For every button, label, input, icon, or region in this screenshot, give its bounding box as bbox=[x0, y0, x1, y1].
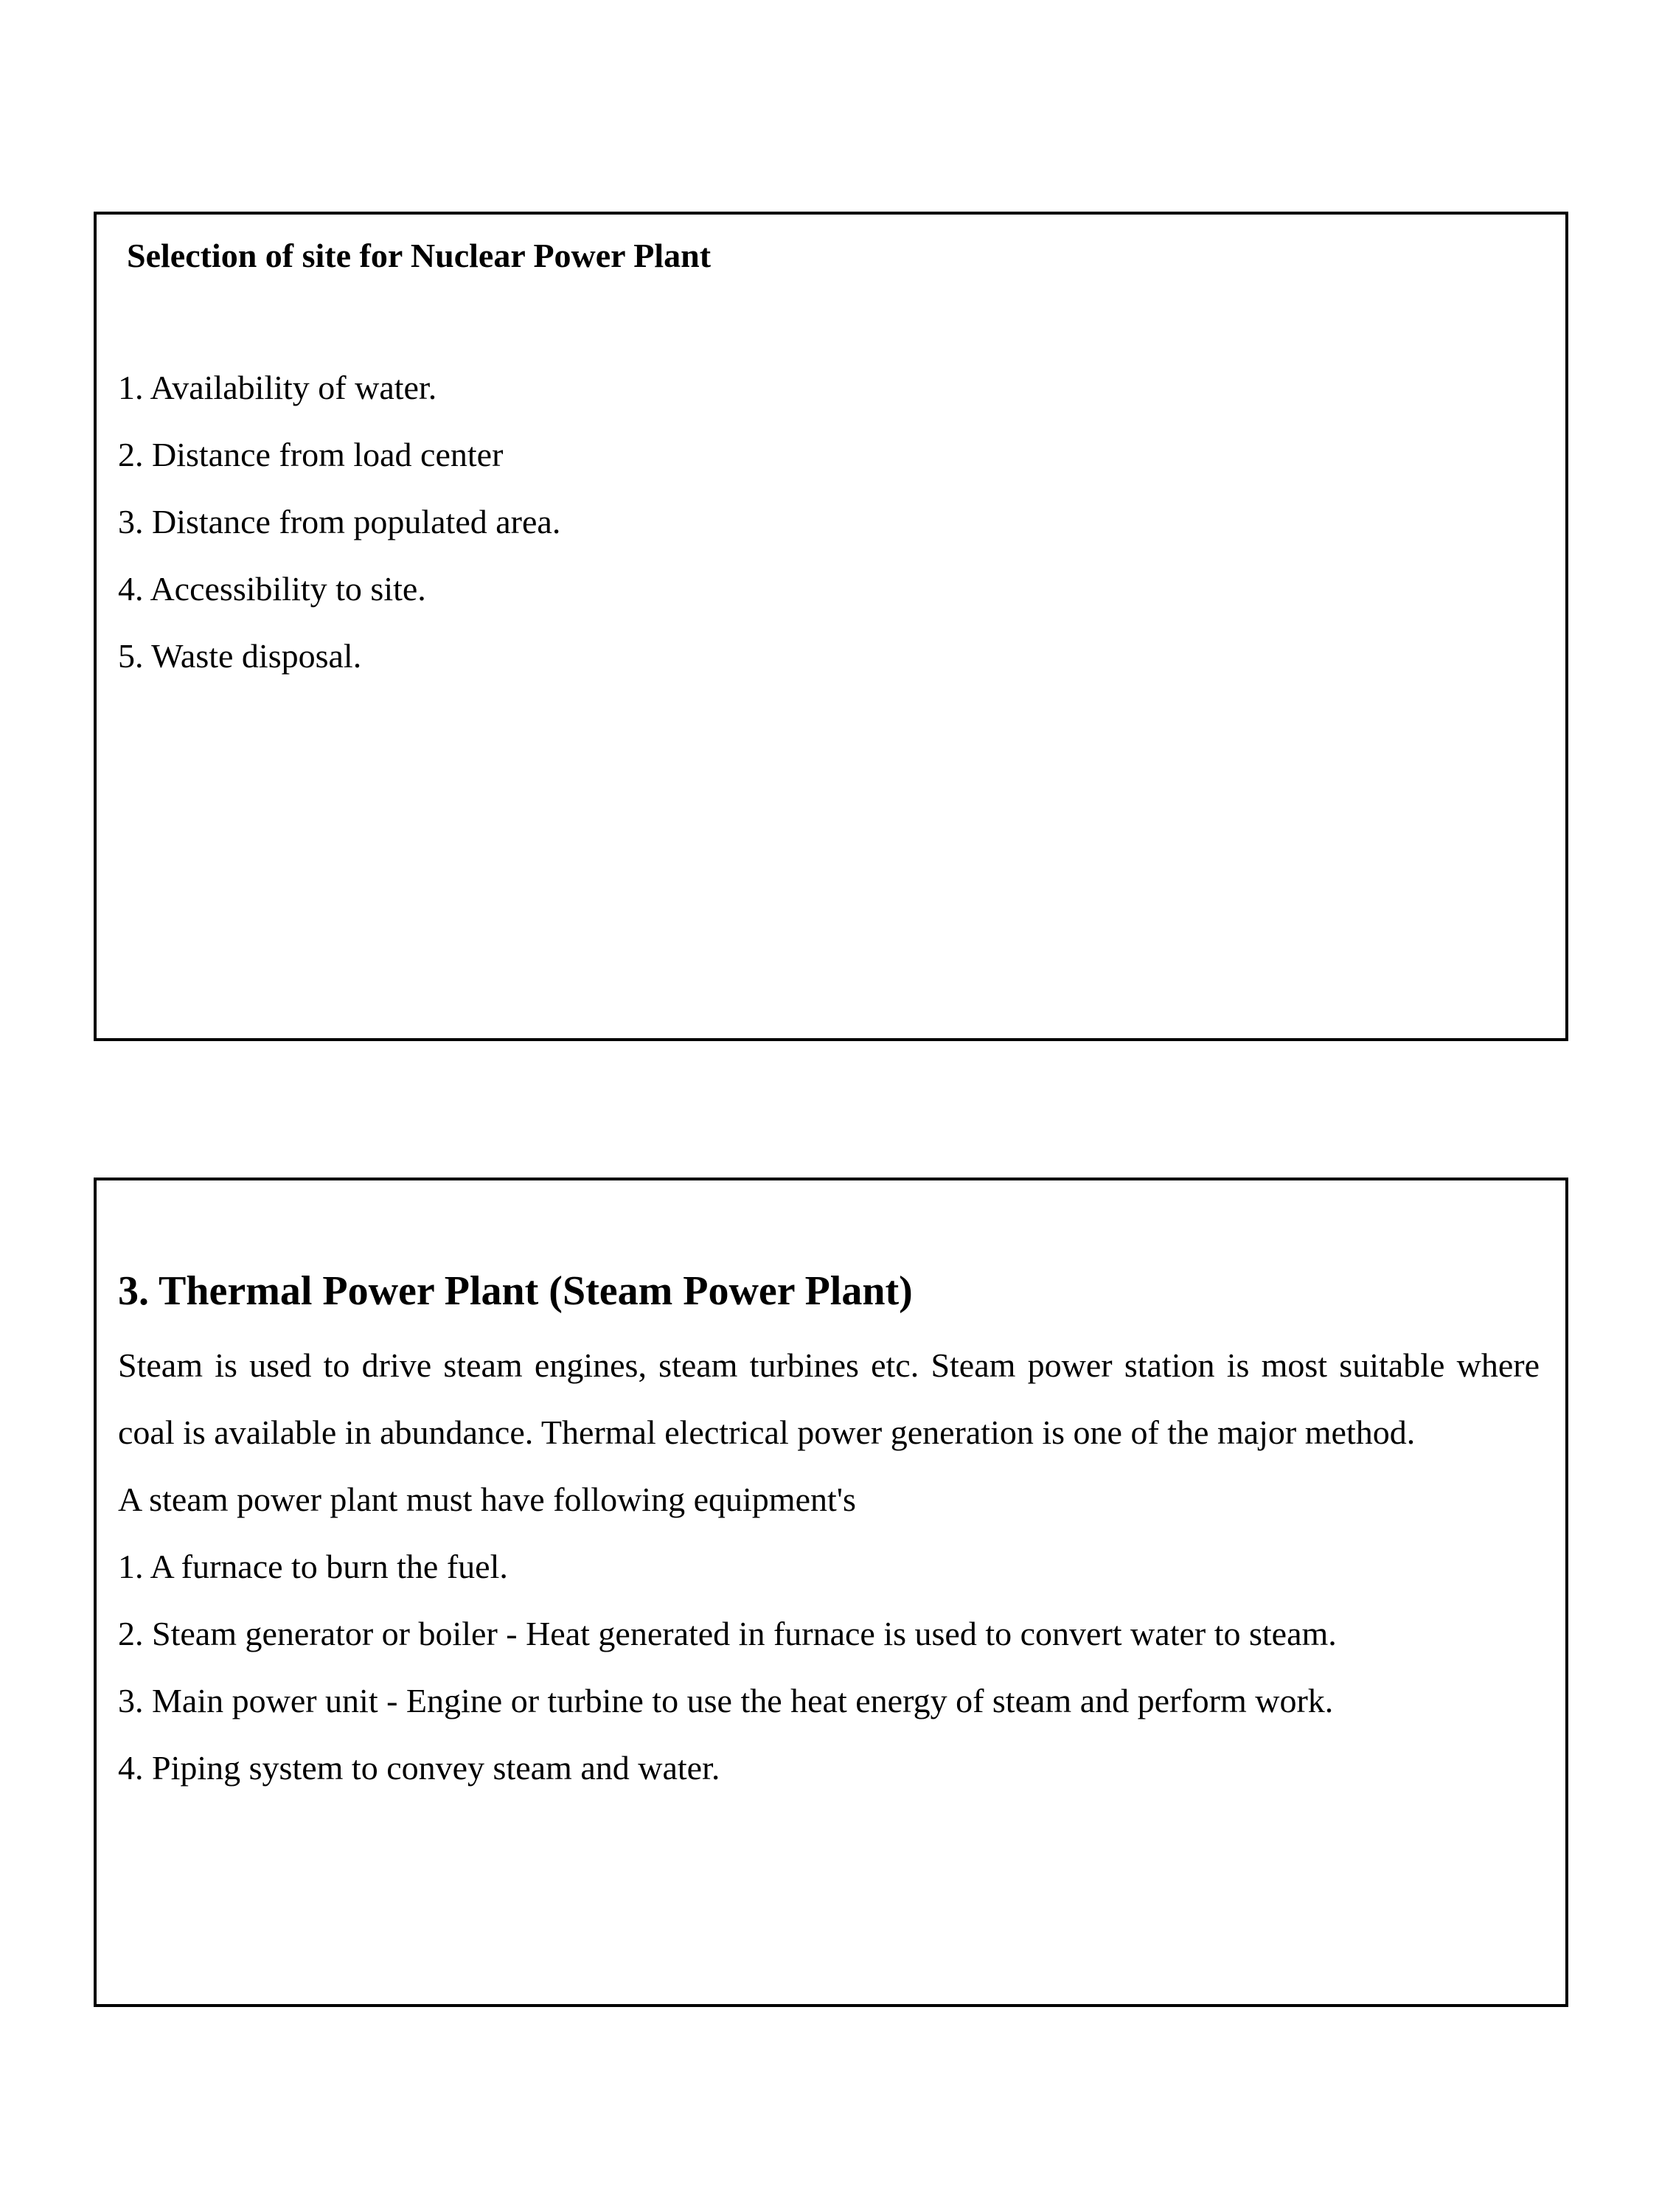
list-item: 4. Piping system to convey steam and water. bbox=[118, 1749, 720, 1787]
list-item: 5. Waste disposal. bbox=[118, 637, 362, 675]
nuclear-site-heading: Selection of site for Nuclear Power Plant bbox=[127, 237, 712, 274]
list-item: 4. Accessibility to site. bbox=[118, 570, 426, 608]
list-item: 2. Distance from load center bbox=[118, 436, 504, 473]
list-item: 1. Availability of water. bbox=[118, 369, 437, 406]
thermal-plant-heading: 3. Thermal Power Plant (Steam Power Plant) bbox=[118, 1268, 913, 1314]
list-item: 3. Main power unit - Engine or turbine to use the heat energy of steam and perform work. bbox=[118, 1682, 1334, 1719]
nuclear-site-list bbox=[118, 354, 560, 689]
list-item: 1. A furnace to burn the fuel. bbox=[118, 1548, 508, 1585]
thermal-plant-body bbox=[118, 1332, 1540, 1801]
list-item: 2. Steam generator or boiler - Heat generated in furnace is used to convert water to steam. bbox=[118, 1615, 1337, 1652]
equipment-intro: A steam power plant must have following equipment's bbox=[118, 1481, 856, 1518]
list-item: 3. Distance from populated area. bbox=[118, 503, 561, 540]
thermal-plant-paragraph: Steam is used to drive steam engines, steam turbines etc. Steam power station is most suitable where coal is available in abundance. Thermal electrical power generation is one of the major method. bbox=[118, 1346, 1540, 1451]
